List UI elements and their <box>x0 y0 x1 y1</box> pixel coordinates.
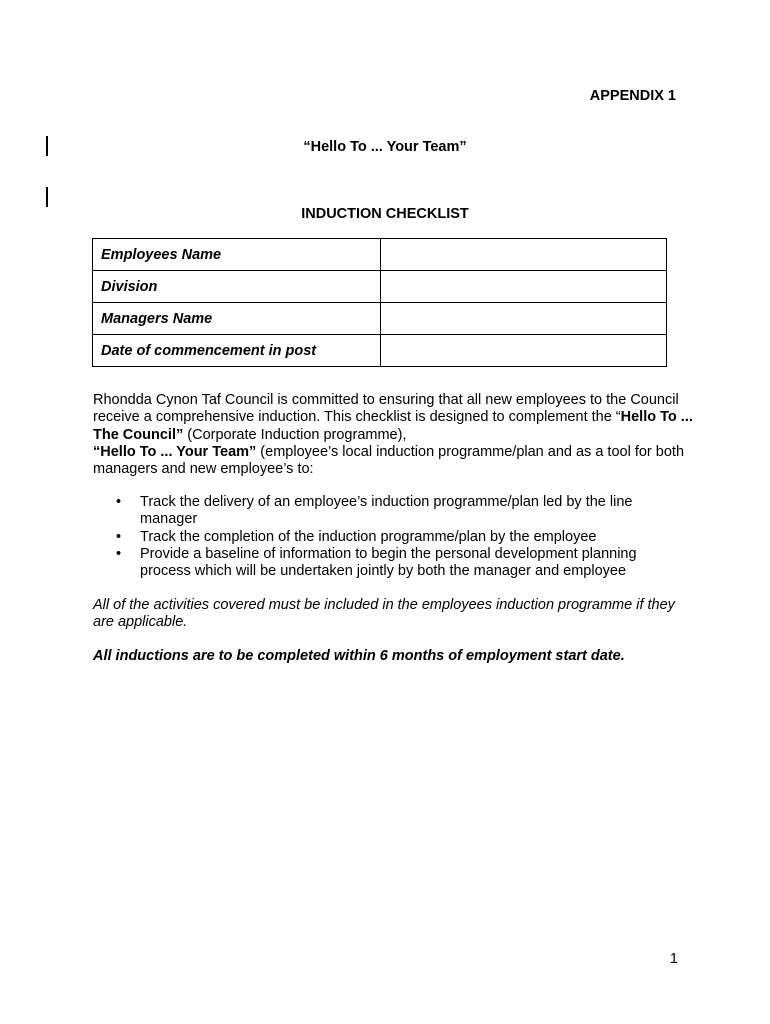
employee-details-table <box>92 238 667 367</box>
document-title: “Hello To ... Your Team” <box>303 139 467 155</box>
page-number: 1 <box>669 951 678 967</box>
table-row <box>93 303 667 335</box>
managers-name-label: Managers Name <box>93 303 381 335</box>
commencement-date-label: Date of commencement in post <box>93 335 381 367</box>
employees-name-field[interactable] <box>381 239 667 271</box>
checklist-heading: INDUCTION CHECKLIST <box>301 206 469 222</box>
revision-bar <box>46 187 48 207</box>
intro-paragraph <box>93 392 693 478</box>
bullet-icon: • <box>116 494 122 510</box>
purpose-list <box>0 494 770 580</box>
division-label: Division <box>93 271 381 303</box>
intro-text: (employee’s local induction programme/plan and as a tool for both managers and new employee’s to: <box>93 443 685 478</box>
intro-text: Rhondda Cynon Taf Council is committed to ensuring that all new employees to the Council receive a comprehensive induction. This checklist is designed to complement the “ <box>93 392 679 426</box>
list-item <box>0 546 680 581</box>
commencement-date-field[interactable] <box>381 335 667 367</box>
intro-text: (Corporate Induction programme), <box>183 426 407 443</box>
list-item-text: Track the completion of the induction programme/plan by the employee <box>140 528 597 545</box>
list-item <box>0 529 680 546</box>
intro-emphasis: Hello To ... The Council” <box>93 409 693 443</box>
activities-note: All of the activities covered must be included in the employees induction programme if they are applicable. <box>93 597 675 631</box>
completion-deadline-note: All inductions are to be completed within 6 months of employment start date. <box>93 648 625 664</box>
list-item <box>0 494 680 529</box>
table-row <box>93 271 667 303</box>
intro-emphasis: “Hello To ... Your Team” <box>93 443 257 460</box>
appendix-label: APPENDIX 1 <box>589 88 676 104</box>
bullet-icon: • <box>116 528 122 545</box>
employees-name-label: Employees Name <box>93 239 381 271</box>
list-item-text: Track the delivery of an employee’s induction programme/plan led by the line manager <box>140 494 633 528</box>
managers-name-field[interactable] <box>381 303 667 335</box>
bullet-icon: • <box>116 545 122 562</box>
division-field[interactable] <box>381 271 667 303</box>
table-row <box>93 335 667 367</box>
table-row <box>93 239 667 271</box>
list-item-text: Provide a baseline of information to begin the personal development planning process which will be undertaken jointly by both the manager and employee <box>140 545 637 580</box>
